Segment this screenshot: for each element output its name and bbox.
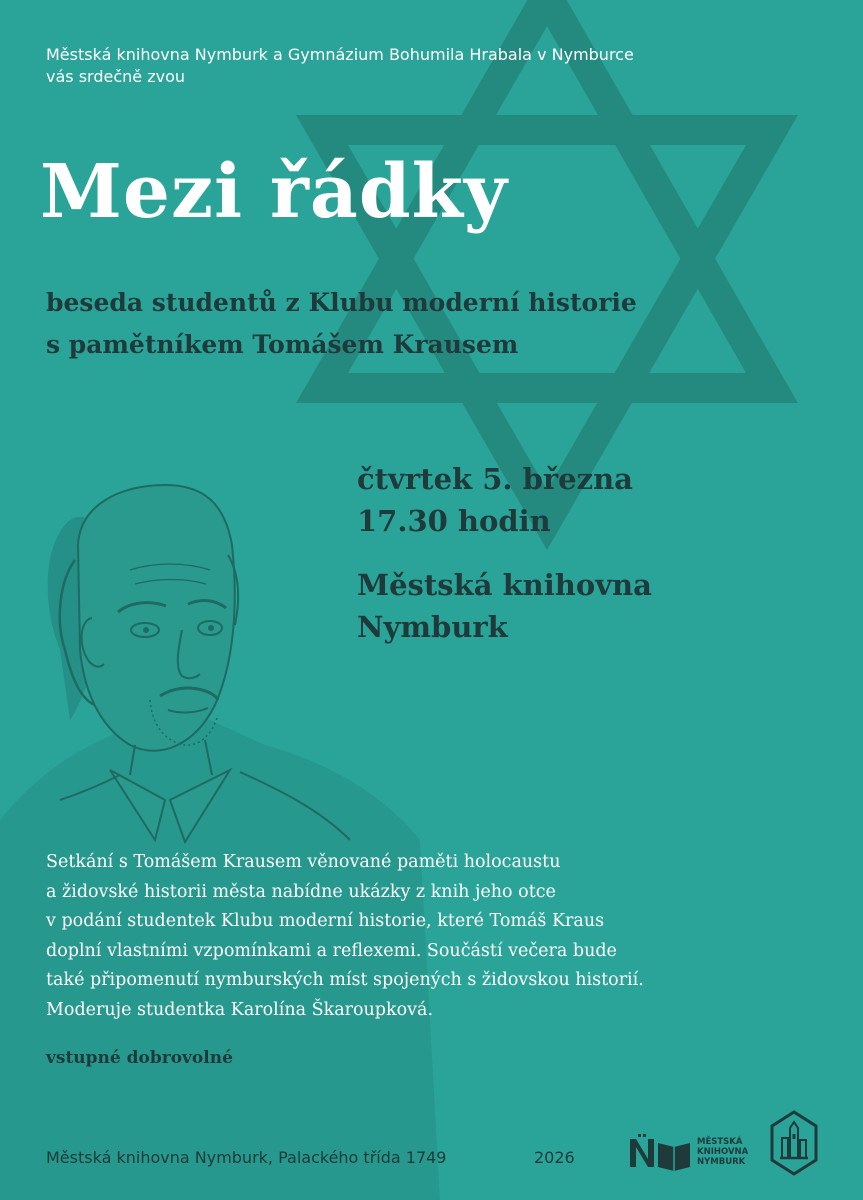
- library-logo-line-3: NYMBURK: [697, 1157, 746, 1167]
- intro-line-1: Městská knihovna Nymburk a Gymnázium Bohumila Hrabala v Nymburce: [46, 45, 634, 64]
- event-venue-line-2: Nymburk: [357, 610, 508, 644]
- library-logo-text: [697, 1137, 748, 1167]
- intro-line-2: vás srdečně zvou: [46, 67, 185, 86]
- description-line: a židovské historii města nabídne ukázky z knih jeho otce: [46, 881, 556, 902]
- poster-subtitle: [46, 282, 637, 366]
- event-venue-line-1: Městská knihovna: [357, 568, 652, 602]
- event-description: [46, 848, 644, 1025]
- intro-text: [46, 44, 634, 88]
- library-logo-line-1: MĚSTSKÁ: [697, 1137, 743, 1147]
- footer-year: 2026: [534, 1148, 575, 1167]
- library-logo-line-2: KNIHOVNA: [697, 1147, 749, 1157]
- description-line: také připomenutí nymburských míst spojených s židovskou historií.: [46, 970, 644, 990]
- description-line: Setkání s Tomášem Krausem věnované paměti holocaustu: [46, 852, 561, 872]
- event-time: 17.30 hodin: [357, 504, 551, 538]
- event-date: čtvrtek 5. března: [357, 462, 633, 496]
- entry-fee-note: vstupné dobrovolné: [46, 1048, 233, 1068]
- description-line: v podání studentek Klubu moderní historie, které Tomáš Kraus: [46, 911, 605, 931]
- description-line: Moderuje studentka Karolína Škaroupková.: [46, 999, 434, 1020]
- footer-address: Městská knihovna Nymburk, Palackého třída 1749: [46, 1148, 447, 1167]
- poster-title: Mezi řádky: [40, 149, 508, 235]
- school-logo-icon: [770, 1110, 818, 1176]
- description-line: doplní vlastními vzpomínkami a reflexemi. Součástí večera bude: [46, 940, 617, 961]
- event-details: [357, 458, 652, 648]
- subtitle-line-2: s pamětníkem Tomášem Krausem: [46, 330, 519, 359]
- subtitle-line-1: beseda studentů z Klubu moderní historie: [46, 288, 637, 317]
